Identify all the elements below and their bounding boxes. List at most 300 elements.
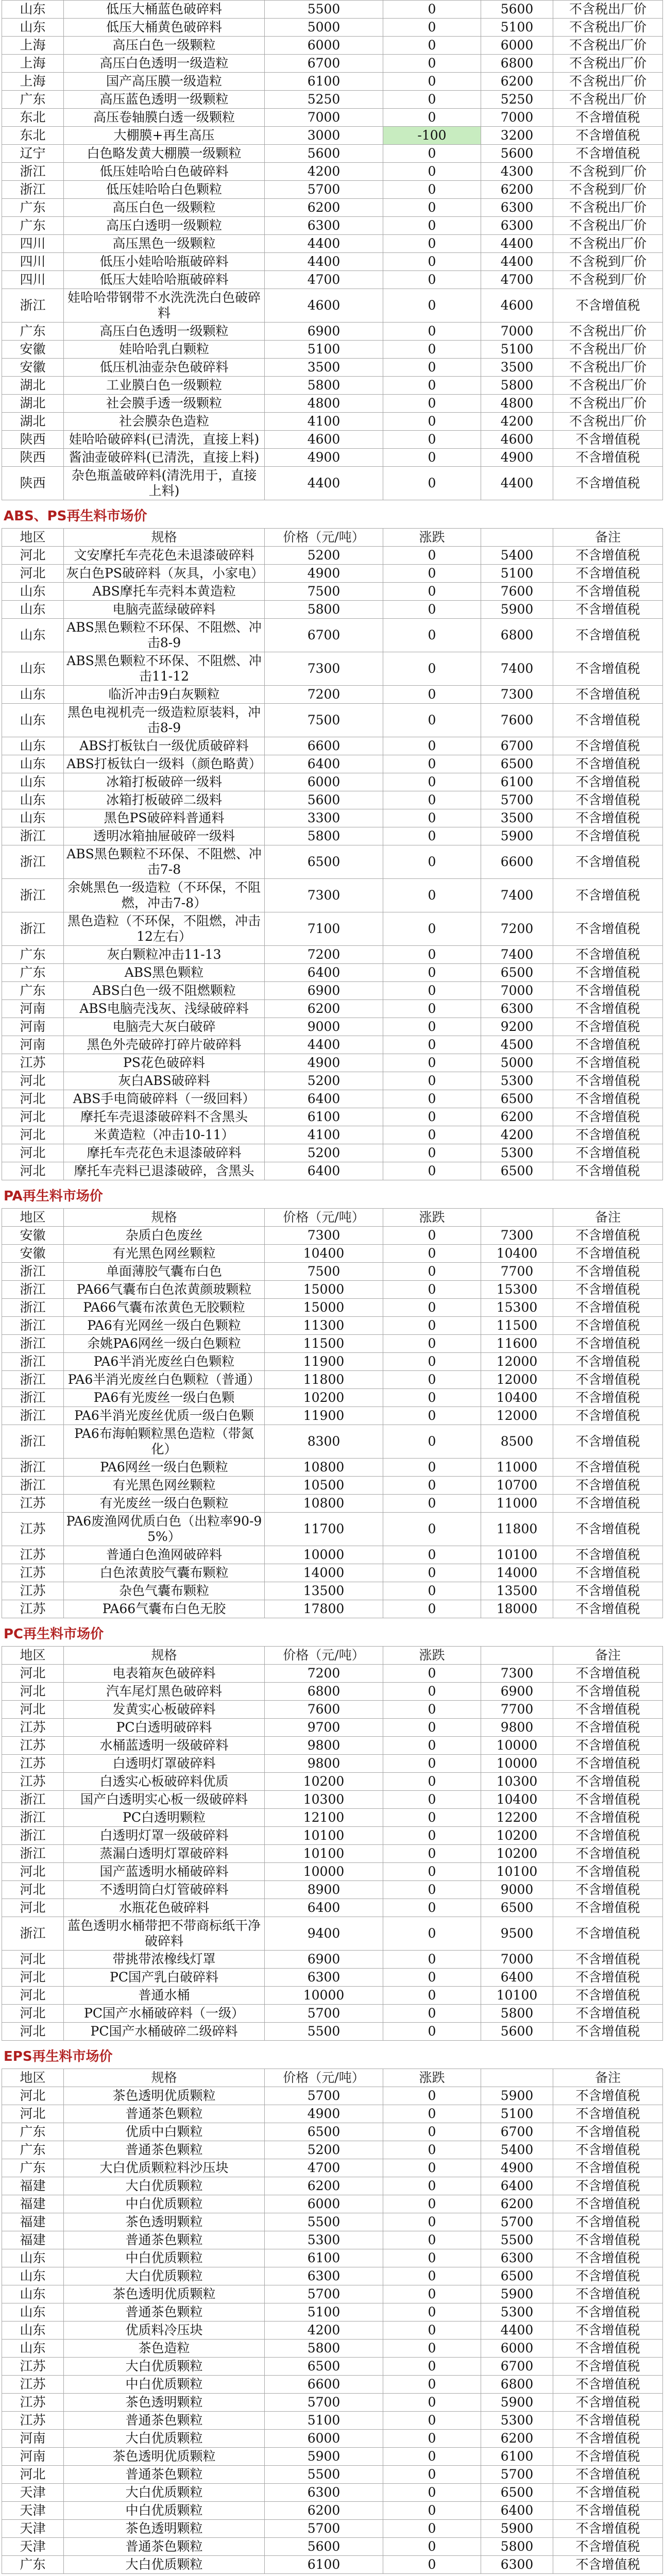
cell-prev-price: 6800 <box>481 55 553 73</box>
cell-prev-price: 5900 <box>481 601 553 619</box>
cell-region: 河北 <box>2 565 64 583</box>
cell-note: 不含税到厂价 <box>553 253 663 271</box>
cell-region: 辽宁 <box>2 145 64 163</box>
table-row <box>2 1407 663 1425</box>
table-row <box>2 2303 663 2321</box>
cell-region: 陕西 <box>2 431 64 449</box>
table-row <box>2 55 663 73</box>
cell-change: 0 <box>383 652 481 686</box>
cell-region: 河北 <box>2 547 64 565</box>
cell-prev-price: 6000 <box>481 37 553 55</box>
cell-price: 10800 <box>265 1459 383 1477</box>
cell-region: 广东 <box>2 946 64 964</box>
cell-note: 不含增值税 <box>553 2023 663 2041</box>
cell-prev-price: 7300 <box>481 686 553 704</box>
cell-spec: 普通茶色颗粒 <box>64 2538 265 2556</box>
cell-note: 不含增值税 <box>553 1701 663 1719</box>
cell-note: 不含增值税 <box>553 1773 663 1791</box>
cell-note: 不含增值税 <box>553 1108 663 1126</box>
table-row <box>2 2502 663 2520</box>
cell-spec: 灰白ABS破碎料 <box>64 1072 265 1090</box>
cell-spec: 中白优质颗粒 <box>64 2376 265 2394</box>
cell-note: 不含增值税 <box>553 2267 663 2285</box>
cell-prev-price: 5600 <box>481 2023 553 2041</box>
cell-note: 不含增值税 <box>553 1881 663 1899</box>
cell-change: 0 <box>383 1036 481 1054</box>
cell-prev-price: 10100 <box>481 1546 553 1564</box>
cell-region: 江苏 <box>2 1755 64 1773</box>
cell-spec: 临沂冲击9白灰颗粒 <box>64 686 265 704</box>
cell-prev-price: 6200 <box>481 2430 553 2448</box>
cell-change: 0 <box>383 1719 481 1737</box>
table-row <box>2 1600 663 1618</box>
cell-price: 5100 <box>265 2412 383 2430</box>
cell-region: 东北 <box>2 109 64 127</box>
cell-price: 5800 <box>265 601 383 619</box>
cell-change: 0 <box>383 217 481 235</box>
cell-spec: 茶色透明颗粒 <box>64 2394 265 2412</box>
cell-prev-price: 5700 <box>481 791 553 809</box>
header-prev-price <box>481 1209 553 1227</box>
cell-price: 6200 <box>265 2177 383 2195</box>
cell-prev-price: 7600 <box>481 704 553 737</box>
table-row <box>2 1683 663 1701</box>
cell-prev-price: 10000 <box>481 1737 553 1755</box>
cell-change: 0 <box>383 2159 481 2177</box>
cell-change: 0 <box>383 145 481 163</box>
cell-note: 不含增值税 <box>553 1863 663 1881</box>
cell-prev-price: 18000 <box>481 1600 553 1618</box>
cell-price: 6400 <box>265 1090 383 1108</box>
cell-note: 不含增值税 <box>553 145 663 163</box>
cell-region: 江苏 <box>2 1495 64 1513</box>
table-row <box>2 737 663 755</box>
cell-price: 4900 <box>265 1054 383 1072</box>
cell-change: 0 <box>383 1 481 19</box>
cell-price: 6800 <box>265 1683 383 1701</box>
cell-change: 0 <box>383 377 481 395</box>
cell-change: 0 <box>383 583 481 601</box>
cell-prev-price: 6200 <box>481 73 553 91</box>
cell-region: 浙江 <box>2 1389 64 1407</box>
cell-change: 0 <box>383 1546 481 1564</box>
table-row <box>2 1054 663 1072</box>
table-row <box>2 37 663 55</box>
cell-change: 0 <box>383 946 481 964</box>
cell-note: 不含增值税 <box>553 601 663 619</box>
table-row <box>2 1477 663 1495</box>
cell-change: 0 <box>383 2502 481 2520</box>
cell-prev-price: 5100 <box>481 19 553 37</box>
cell-change: 0 <box>383 19 481 37</box>
cell-region: 广东 <box>2 982 64 1000</box>
cell-spec: 有光废丝一级白色颗粒 <box>64 1495 265 1513</box>
header-note: 备注 <box>553 2069 663 2087</box>
cell-change: 0 <box>383 91 481 109</box>
cell-region: 浙江 <box>2 879 64 912</box>
header-price: 价格（元/吨） <box>265 2069 383 2087</box>
cell-prev-price: 5800 <box>481 2538 553 2556</box>
header-spec: 规格 <box>64 2069 265 2087</box>
header-region: 地区 <box>2 2069 64 2087</box>
cell-spec: PA6半消光废丝白色颗粒 <box>64 1353 265 1371</box>
cell-spec: 大白优质颗粒 <box>64 2430 265 2448</box>
cell-prev-price: 4900 <box>481 449 553 467</box>
cell-region: 浙江 <box>2 163 64 181</box>
cell-prev-price: 5600 <box>481 145 553 163</box>
cell-price: 11500 <box>265 1335 383 1353</box>
header-prev-price <box>481 1647 553 1665</box>
cell-price: 5800 <box>265 827 383 845</box>
cell-prev-price: 5900 <box>481 2285 553 2303</box>
header-prev-price <box>481 2069 553 2087</box>
cell-prev-price: 11000 <box>481 1459 553 1477</box>
cell-region: 广东 <box>2 217 64 235</box>
cell-note: 不含增值税 <box>553 2005 663 2023</box>
cell-prev-price: 4400 <box>481 2321 553 2340</box>
cell-region: 山东 <box>2 809 64 827</box>
cell-prev-price: 6500 <box>481 2484 553 2502</box>
table-row <box>2 1863 663 1881</box>
cell-change: 0 <box>383 1773 481 1791</box>
cell-region: 上海 <box>2 73 64 91</box>
table-header-row <box>2 2069 663 2087</box>
cell-region: 河南 <box>2 1000 64 1018</box>
cell-note: 不含增值税 <box>553 1126 663 1144</box>
cell-change: 0 <box>383 1881 481 1899</box>
cell-spec: 普通茶色颗粒 <box>64 2141 265 2159</box>
cell-prev-price: 4700 <box>481 271 553 289</box>
table-row <box>2 2195 663 2213</box>
cell-note: 不含税出厂价 <box>553 91 663 109</box>
cell-note: 不含增值税 <box>553 289 663 323</box>
cell-spec: 国产蓝透明水桶破碎料 <box>64 1863 265 1881</box>
table-row <box>2 1665 663 1683</box>
table-row <box>2 547 663 565</box>
cell-spec: 娃哈哈乳白颗粒 <box>64 341 265 359</box>
cell-spec: 不透明筒白灯管破碎料 <box>64 1881 265 1899</box>
cell-price: 4600 <box>265 431 383 449</box>
cell-note: 不含增值税 <box>553 1600 663 1618</box>
cell-note: 不含增值税 <box>553 964 663 982</box>
cell-prev-price: 10400 <box>481 1389 553 1407</box>
cell-price: 5000 <box>265 19 383 37</box>
cell-region: 浙江 <box>2 1353 64 1371</box>
header-price: 价格（元/吨） <box>265 1647 383 1665</box>
cell-change: -100 <box>383 127 481 145</box>
cell-prev-price: 5700 <box>481 2213 553 2231</box>
cell-prev-price: 10700 <box>481 1477 553 1495</box>
cell-price: 5100 <box>265 2303 383 2321</box>
cell-change: 0 <box>383 2303 481 2321</box>
cell-note: 不含增值税 <box>553 1827 663 1845</box>
cell-region: 四川 <box>2 235 64 253</box>
cell-note: 不含增值税 <box>553 2394 663 2412</box>
table-row <box>2 1827 663 1845</box>
price-table <box>2 528 663 1180</box>
cell-note: 不含增值税 <box>553 449 663 467</box>
cell-note: 不含税到厂价 <box>553 163 663 181</box>
table-row <box>2 912 663 946</box>
cell-spec: 低压小娃哈哈瓶破碎料 <box>64 253 265 271</box>
table-row <box>2 467 663 500</box>
cell-prev-price: 6500 <box>481 1899 553 1917</box>
table-row <box>2 2358 663 2376</box>
cell-change: 0 <box>383 181 481 199</box>
cell-spec: 摩托车壳料已退漆破碎，含黑头 <box>64 1162 265 1180</box>
cell-region: 浙江 <box>2 1317 64 1335</box>
cell-note: 不含增值税 <box>553 1389 663 1407</box>
table-row <box>2 1425 663 1459</box>
cell-change: 0 <box>383 1281 481 1299</box>
table-row <box>2 1969 663 1987</box>
cell-price: 10000 <box>265 1546 383 1564</box>
cell-region: 浙江 <box>2 827 64 845</box>
cell-region: 陕西 <box>2 449 64 467</box>
cell-change: 0 <box>383 1951 481 1969</box>
cell-prev-price: 6500 <box>481 1162 553 1180</box>
cell-spec: 酱油壶破碎料(已清洗，直接上料) <box>64 449 265 467</box>
cell-change: 0 <box>383 1126 481 1144</box>
cell-spec: 杂质白色废丝 <box>64 1227 265 1245</box>
cell-region: 福建 <box>2 2177 64 2195</box>
cell-change: 0 <box>383 2520 481 2538</box>
cell-change: 0 <box>383 431 481 449</box>
cell-spec: ABS黑色颗粒不环保、不阻燃、冲击7-8 <box>64 845 265 879</box>
cell-note: 不含增值税 <box>553 1564 663 1582</box>
cell-price: 6400 <box>265 1899 383 1917</box>
table-row <box>2 1737 663 1755</box>
cell-change: 0 <box>383 2249 481 2267</box>
cell-prev-price: 6500 <box>481 1090 553 1108</box>
cell-note: 不含增值税 <box>553 2340 663 2358</box>
table-row <box>2 2159 663 2177</box>
table-row <box>2 1809 663 1827</box>
table-row <box>2 235 663 253</box>
cell-note: 不含增值税 <box>553 467 663 500</box>
cell-change: 0 <box>383 2141 481 2159</box>
cell-price: 7500 <box>265 704 383 737</box>
cell-prev-price: 6400 <box>481 2502 553 2520</box>
cell-spec: PC国产乳白破碎料 <box>64 1969 265 1987</box>
cell-note: 不含增值税 <box>553 2159 663 2177</box>
cell-price: 6000 <box>265 2195 383 2213</box>
cell-prev-price: 5100 <box>481 2105 553 2123</box>
table-row <box>2 2448 663 2466</box>
cell-region: 江苏 <box>2 2394 64 2412</box>
table-row <box>2 1459 663 1477</box>
cell-change: 0 <box>383 2538 481 2556</box>
cell-price: 8900 <box>265 1881 383 1899</box>
cell-prev-price: 4400 <box>481 467 553 500</box>
cell-note: 不含增值税 <box>553 1951 663 1969</box>
cell-price: 6300 <box>265 1969 383 1987</box>
table-row <box>2 1513 663 1546</box>
cell-change: 0 <box>383 1245 481 1263</box>
cell-price: 7300 <box>265 652 383 686</box>
cell-prev-price: 12000 <box>481 1371 553 1389</box>
cell-price: 7200 <box>265 946 383 964</box>
cell-spec: 高压白透明一级颗粒 <box>64 217 265 235</box>
cell-note: 不含税出厂价 <box>553 37 663 55</box>
cell-price: 6900 <box>265 982 383 1000</box>
cell-price: 7200 <box>265 686 383 704</box>
price-section <box>2 2045 662 2576</box>
cell-price: 6200 <box>265 2502 383 2520</box>
cell-price: 10200 <box>265 1389 383 1407</box>
cell-note: 不含增值税 <box>553 2321 663 2340</box>
cell-change: 0 <box>383 1665 481 1683</box>
cell-price: 14000 <box>265 1564 383 1582</box>
cell-price: 4900 <box>265 565 383 583</box>
cell-change: 0 <box>383 37 481 55</box>
cell-region: 河北 <box>2 2023 64 2041</box>
section-title: PA再生料市场价 <box>4 1189 103 1204</box>
cell-region: 广东 <box>2 2141 64 2159</box>
cell-price: 9800 <box>265 1755 383 1773</box>
cell-prev-price: 7400 <box>481 652 553 686</box>
cell-spec: 高压黑色一级颗粒 <box>64 235 265 253</box>
cell-prev-price: 10400 <box>481 1791 553 1809</box>
cell-price: 4800 <box>265 395 383 413</box>
table-row <box>2 2484 663 2502</box>
cell-region: 湖北 <box>2 413 64 431</box>
cell-price: 5200 <box>265 2141 383 2159</box>
table-row <box>2 1917 663 1951</box>
cell-region: 河北 <box>2 1665 64 1683</box>
table-row <box>2 289 663 323</box>
table-row <box>2 2267 663 2285</box>
cell-note: 不含增值税 <box>553 1425 663 1459</box>
cell-note: 不含增值税 <box>553 1407 663 1425</box>
cell-region: 上海 <box>2 37 64 55</box>
cell-prev-price: 5250 <box>481 91 553 109</box>
cell-price: 4700 <box>265 2159 383 2177</box>
cell-prev-price: 5900 <box>481 2520 553 2538</box>
cell-prev-price: 6100 <box>481 2448 553 2466</box>
cell-note: 不含增值税 <box>553 1036 663 1054</box>
cell-spec: ABS黑色颗粒不环保、不阻燃、冲击11-12 <box>64 652 265 686</box>
cell-region: 河北 <box>2 1683 64 1701</box>
cell-price: 4400 <box>265 467 383 500</box>
cell-region: 山东 <box>2 791 64 809</box>
cell-note: 不含增值税 <box>553 1969 663 1987</box>
cell-prev-price: 10200 <box>481 1827 553 1845</box>
cell-change: 0 <box>383 395 481 413</box>
cell-price: 6700 <box>265 619 383 652</box>
cell-change: 0 <box>383 55 481 73</box>
cell-spec: 电脑壳大灰白破碎 <box>64 1018 265 1036</box>
table-row <box>2 395 663 413</box>
cell-prev-price: 5400 <box>481 2141 553 2159</box>
cell-region: 广东 <box>2 91 64 109</box>
cell-price: 5700 <box>265 2394 383 2412</box>
cell-note: 不含增值税 <box>553 1845 663 1863</box>
cell-change: 0 <box>383 1683 481 1701</box>
cell-prev-price: 3200 <box>481 127 553 145</box>
cell-note: 不含增值税 <box>553 1227 663 1245</box>
cell-spec: PC白透明颗粒 <box>64 1809 265 1827</box>
cell-change: 0 <box>383 323 481 341</box>
table-row <box>2 1162 663 1180</box>
cell-price: 5250 <box>265 91 383 109</box>
table-row <box>2 1263 663 1281</box>
cell-price: 6400 <box>265 964 383 982</box>
cell-spec: 高压白色一级颗粒 <box>64 37 265 55</box>
cell-change: 0 <box>383 1353 481 1371</box>
cell-region: 河北 <box>2 1072 64 1090</box>
header-spec: 规格 <box>64 1647 265 1665</box>
cell-price: 11700 <box>265 1513 383 1546</box>
cell-region: 福建 <box>2 2231 64 2249</box>
cell-region: 浙江 <box>2 1281 64 1299</box>
cell-spec: ABS手电筒破碎料（一级回料） <box>64 1090 265 1108</box>
table-row <box>2 583 663 601</box>
cell-region: 山东 <box>2 619 64 652</box>
cell-prev-price: 7400 <box>481 946 553 964</box>
cell-price: 6300 <box>265 2484 383 2502</box>
header-note: 备注 <box>553 1647 663 1665</box>
cell-spec: 水桶蓝透明一级破碎料 <box>64 1737 265 1755</box>
table-row <box>2 2394 663 2412</box>
cell-note: 不含增值税 <box>553 1353 663 1371</box>
cell-prev-price: 6600 <box>481 845 553 879</box>
price-table <box>2 2069 663 2574</box>
table-header-row <box>2 1647 663 1665</box>
cell-prev-price: 11500 <box>481 1317 553 1335</box>
cell-spec: 高压蓝色透明一级颗粒 <box>64 91 265 109</box>
cell-spec: PC国产水桶破碎料（一级） <box>64 2005 265 2023</box>
cell-region: 河南 <box>2 1018 64 1036</box>
cell-spec: PA66气囊布白色无胶 <box>64 1600 265 1618</box>
cell-spec: 白色浓黄胶气囊布颗粒 <box>64 1564 265 1582</box>
cell-prev-price: 9800 <box>481 1719 553 1737</box>
cell-prev-price: 9200 <box>481 1018 553 1036</box>
table-row <box>2 1317 663 1335</box>
cell-change: 0 <box>383 1564 481 1582</box>
cell-prev-price: 6800 <box>481 2376 553 2394</box>
cell-region: 山东 <box>2 1 64 19</box>
table-row <box>2 2005 663 2023</box>
table-row <box>2 1791 663 1809</box>
table-row <box>2 1126 663 1144</box>
cell-change: 0 <box>383 2448 481 2466</box>
cell-note: 不含增值税 <box>553 1719 663 1737</box>
cell-region: 天津 <box>2 2484 64 2502</box>
cell-change: 0 <box>383 1513 481 1546</box>
price-table <box>2 0 663 500</box>
cell-region: 山东 <box>2 2249 64 2267</box>
cell-note: 不含税出厂价 <box>553 235 663 253</box>
cell-region: 江苏 <box>2 2412 64 2430</box>
cell-price: 7000 <box>265 109 383 127</box>
cell-prev-price: 6500 <box>481 2267 553 2285</box>
cell-spec: 中白优质颗粒 <box>64 2249 265 2267</box>
cell-note: 不含增值税 <box>553 2484 663 2502</box>
cell-price: 5600 <box>265 791 383 809</box>
cell-change: 0 <box>383 547 481 565</box>
table-row <box>2 2023 663 2041</box>
cell-region: 河北 <box>2 1144 64 1162</box>
cell-spec: ABS打板钛白一级优质破碎料 <box>64 737 265 755</box>
cell-region: 湖北 <box>2 377 64 395</box>
cell-note: 不含税出厂价 <box>553 1 663 19</box>
cell-prev-price: 5900 <box>481 2394 553 2412</box>
cell-price: 5600 <box>265 145 383 163</box>
cell-note: 不含增值税 <box>553 1371 663 1389</box>
cell-region: 天津 <box>2 2502 64 2520</box>
cell-spec: 茶色透明优质颗粒 <box>64 2285 265 2303</box>
